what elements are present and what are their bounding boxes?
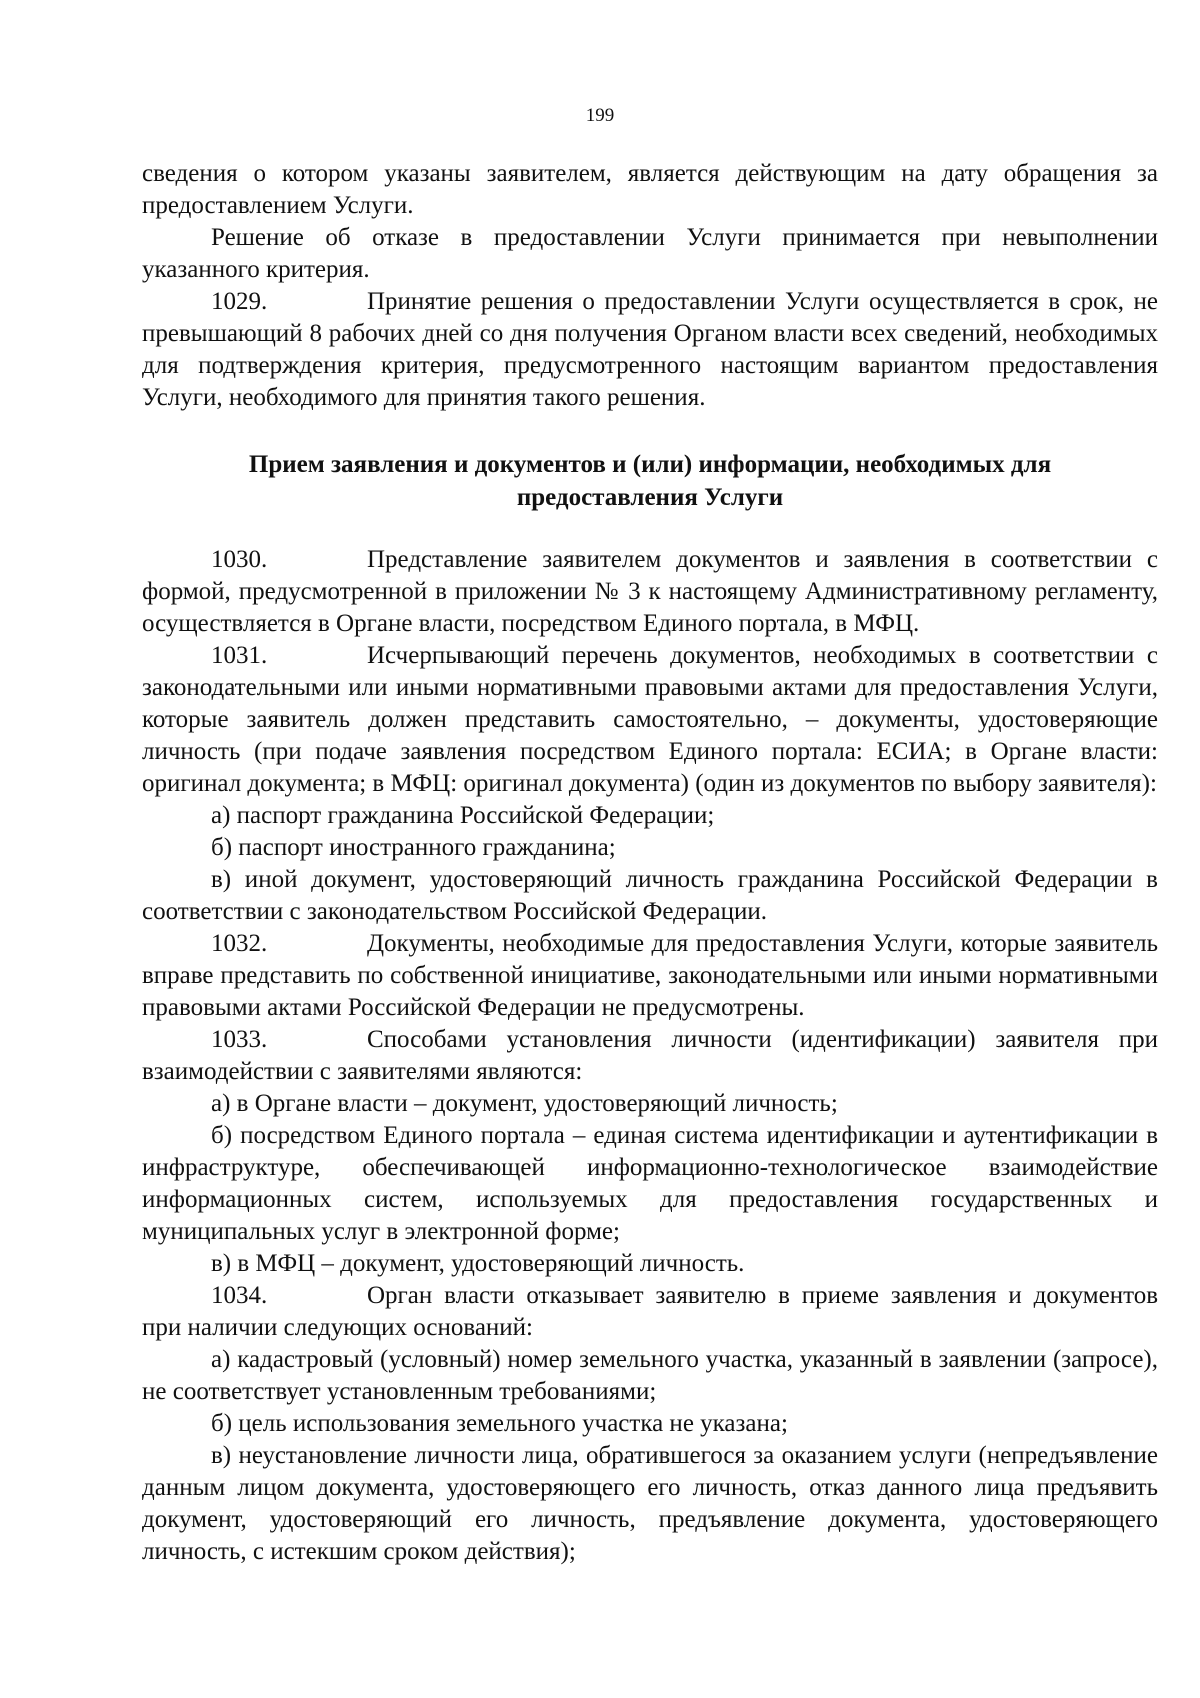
paragraph-text: Исчерпывающий перечень документов, необходимых в соответствии с законодательными или иными нормативными правовыми актами для предоставления Услуги, которые заявитель должен представить самостоятельно, – документы, удостоверяющие личность (при подаче заявления посредством Единого портала: ЕСИА; в Органе власти: оригинал документа; в МФЦ: оригинал документа) (один из документов по выбору заявителя):: [142, 642, 1158, 797]
paragraph: [142, 800, 1158, 832]
paragraph-text: б) паспорт иностранного гражданина;: [211, 834, 616, 861]
paragraph-number: 1029.: [211, 288, 268, 315]
paragraph-text: Орган власти отказывает заявителю в приеме заявления и документов при наличии следующих оснований:: [142, 1282, 1158, 1341]
paragraph-number: 1030.: [211, 546, 268, 573]
paragraph: [142, 1440, 1158, 1568]
paragraph-text: сведения о котором указаны заявителем, является действующим на дату обращения за предоставлением Услуги.: [142, 160, 1158, 219]
paragraph: [142, 864, 1158, 928]
section-heading-line: предоставления Услуги: [516, 484, 784, 511]
numbered-paragraph: [142, 286, 1158, 414]
section-after-heading: [142, 544, 1158, 1568]
paragraph-text: Решение об отказе в предоставлении Услуги принимается при невыполнении указанного критерия.: [142, 224, 1158, 283]
paragraph-text: а) паспорт гражданина Российской Федерации;: [211, 802, 715, 829]
paragraph-text: в) иной документ, удостоверяющий личность гражданина Российской Федерации в соответствии с законодательством Российской Федерации.: [142, 866, 1158, 925]
paragraph-number: 1033.: [211, 1026, 268, 1053]
page-number: 199: [585, 105, 615, 126]
section-heading-line: Прием заявления и документов и (или) информации, необходимых для: [248, 451, 1052, 478]
numbered-paragraph: [142, 640, 1158, 800]
paragraph-text: Принятие решения о предоставлении Услуги осуществляется в срок, не превышающий 8 рабочих дней со дня получения Органом власти всех сведений, необходимых для подтверждения критерия, предусмотренного настоящим вариантом предоставления Услуги, необходимого для принятия такого решения.: [142, 288, 1158, 411]
paragraph: [142, 1088, 1158, 1120]
paragraph-number: 1032.: [211, 930, 268, 957]
paragraph-text: Способами установления личности (идентификации) заявителя при взаимодействии с заявителями являются:: [142, 1026, 1158, 1085]
paragraph-text: а) кадастровый (условный) номер земельного участка, указанный в заявлении (запросе), не соответствует установленным требованиями;: [142, 1346, 1158, 1405]
paragraph-text: Документы, необходимые для предоставления Услуги, которые заявитель вправе представить по собственной инициативе, законодательными или иными нормативными правовыми актами Российской Федерации не предусмотрены.: [142, 930, 1158, 1021]
numbered-paragraph: [142, 1280, 1158, 1344]
paragraph-text: б) цель использования земельного участка не указана;: [211, 1410, 788, 1437]
paragraph-text: в) неустановление личности лица, обратившегося за оказанием услуги (непредъявление данным лицом документа, удостоверяющего его личность, отказ данного лица предъявить документ, удостоверяющий его личность, предъявление документа, удостоверяющего личность, с истекшим сроком действия);: [142, 1442, 1158, 1565]
section-heading: [142, 448, 1158, 514]
paragraph-text: Представление заявителем документов и заявления в соответствии с формой, предусмотренной в приложении № 3 к настоящему Административному регламенту, осуществляется в Органе власти, посредством Единого портала, в МФЦ.: [142, 546, 1158, 637]
numbered-paragraph: [142, 928, 1158, 1024]
paragraph: [142, 1344, 1158, 1408]
paragraph: [142, 158, 1158, 222]
paragraph-text: б) посредством Единого портала – единая система идентификации и аутентификации в инфраструктуре, обеспечивающей информационно-технологическое взаимодействие информационных систем, используемых для предоставления государственных и муниципальных услуг в электронной форме;: [142, 1122, 1158, 1245]
paragraph-number: 1034.: [211, 1282, 268, 1309]
paragraph-text: а) в Органе власти – документ, удостоверяющий личность;: [211, 1090, 838, 1117]
paragraph: [142, 1248, 1158, 1280]
section-before-heading: [142, 158, 1158, 414]
paragraph: [142, 222, 1158, 286]
document-body: [142, 158, 1158, 1568]
paragraph-number: 1031.: [211, 642, 268, 669]
paragraph: [142, 1120, 1158, 1248]
paragraph: [142, 832, 1158, 864]
numbered-paragraph: [142, 1024, 1158, 1088]
numbered-paragraph: [142, 544, 1158, 640]
paragraph-text: в) в МФЦ – документ, удостоверяющий личность.: [211, 1250, 745, 1277]
paragraph: [142, 1408, 1158, 1440]
